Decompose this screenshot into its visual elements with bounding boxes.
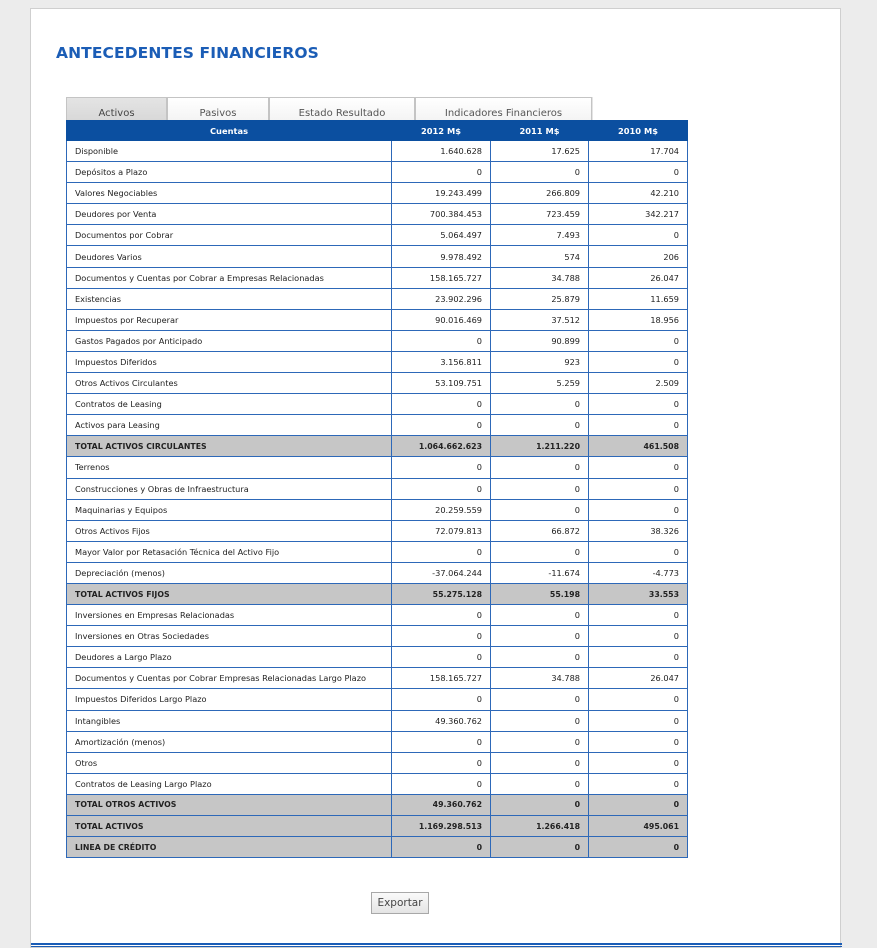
- table-row: [67, 225, 688, 246]
- value-2010-cell: 38.326: [589, 520, 688, 541]
- table-row: [67, 710, 688, 731]
- table-row: [67, 141, 688, 162]
- value-2010-cell: 0: [589, 394, 688, 415]
- value-2010-cell: 0: [589, 162, 688, 183]
- table-row: [67, 246, 688, 267]
- value-2011-cell: 25.879: [491, 288, 589, 309]
- value-2011-cell: 266.809: [491, 183, 589, 204]
- value-2012-cell: 158.165.727: [392, 267, 491, 288]
- table-row: [67, 689, 688, 710]
- row-label-cell: Existencias: [67, 288, 392, 309]
- row-label-cell: Valores Negociables: [67, 183, 392, 204]
- value-2010-cell: 0: [589, 351, 688, 372]
- table-total-row: [67, 436, 688, 457]
- table-total-row: [67, 583, 688, 604]
- value-2010-cell: 17.704: [589, 141, 688, 162]
- row-label-cell: Gastos Pagados por Anticipado: [67, 330, 392, 351]
- value-2011-cell: 0: [491, 794, 589, 815]
- table-row: [67, 373, 688, 394]
- page-title: ANTECEDENTES FINANCIEROS: [56, 44, 319, 62]
- row-label-cell: Otros: [67, 752, 392, 773]
- value-2012-cell: 55.275.128: [392, 583, 491, 604]
- row-label-cell: Otros Activos Circulantes: [67, 373, 392, 394]
- row-label-cell: Deudores Varios: [67, 246, 392, 267]
- row-label-cell: Documentos por Cobrar: [67, 225, 392, 246]
- value-2010-cell: 0: [589, 731, 688, 752]
- value-2011-cell: 34.788: [491, 267, 589, 288]
- value-2011-cell: 723.459: [491, 204, 589, 225]
- table-row: [67, 731, 688, 752]
- value-2012-cell: 0: [392, 541, 491, 562]
- row-label-cell: Contratos de Leasing Largo Plazo: [67, 773, 392, 794]
- value-2010-cell: 0: [589, 647, 688, 668]
- table-row: [67, 752, 688, 773]
- value-2010-cell: 0: [589, 225, 688, 246]
- tab-activos[interactable]: Activos: [66, 97, 167, 128]
- value-2011-cell: 0: [491, 626, 589, 647]
- value-2012-cell: 0: [392, 647, 491, 668]
- value-2012-cell: 23.902.296: [392, 288, 491, 309]
- value-2010-cell: 495.061: [589, 816, 688, 837]
- value-2012-cell: 0: [392, 330, 491, 351]
- table-row: [67, 478, 688, 499]
- value-2012-cell: 1.169.298.513: [392, 816, 491, 837]
- value-2010-cell: 18.956: [589, 309, 688, 330]
- row-label-cell: Inversiones en Empresas Relacionadas: [67, 605, 392, 626]
- value-2012-cell: 158.165.727: [392, 668, 491, 689]
- value-2010-cell: 0: [589, 605, 688, 626]
- table-row: [67, 204, 688, 225]
- table-header-row: [67, 121, 688, 141]
- value-2011-cell: 574: [491, 246, 589, 267]
- value-2012-cell: 0: [392, 626, 491, 647]
- value-2010-cell: 0: [589, 626, 688, 647]
- row-label-cell: Documentos y Cuentas por Cobrar a Empresas Relacionadas: [67, 267, 392, 288]
- value-2011-cell: 0: [491, 478, 589, 499]
- table-total-row: [67, 794, 688, 815]
- value-2010-cell: 0: [589, 752, 688, 773]
- value-2011-cell: 66.872: [491, 520, 589, 541]
- value-2011-cell: 0: [491, 415, 589, 436]
- value-2010-cell: 461.508: [589, 436, 688, 457]
- value-2010-cell: 33.553: [589, 583, 688, 604]
- table-row: [67, 541, 688, 562]
- row-label-cell: Depreciación (menos): [67, 562, 392, 583]
- value-2012-cell: 700.384.453: [392, 204, 491, 225]
- table-row: [67, 605, 688, 626]
- value-2012-cell: 5.064.497: [392, 225, 491, 246]
- value-2010-cell: 26.047: [589, 267, 688, 288]
- value-2011-cell: 0: [491, 773, 589, 794]
- value-2012-cell: 19.243.499: [392, 183, 491, 204]
- value-2011-cell: 1.266.418: [491, 816, 589, 837]
- row-label-cell: Impuestos Diferidos Largo Plazo: [67, 689, 392, 710]
- value-2010-cell: 0: [589, 499, 688, 520]
- value-2012-cell: 9.978.492: [392, 246, 491, 267]
- row-label-cell: Mayor Valor por Retasación Técnica del Activo Fijo: [67, 541, 392, 562]
- content-panel: [30, 8, 841, 948]
- value-2011-cell: 0: [491, 499, 589, 520]
- value-2012-cell: 72.079.813: [392, 520, 491, 541]
- row-label-cell: Depósitos a Plazo: [67, 162, 392, 183]
- table-row: [67, 309, 688, 330]
- value-2010-cell: 0: [589, 330, 688, 351]
- value-2012-cell: 90.016.469: [392, 309, 491, 330]
- table-row: [67, 267, 688, 288]
- row-label-cell: Documentos y Cuentas por Cobrar Empresas Relacionadas Largo Plazo: [67, 668, 392, 689]
- table-total-row: [67, 816, 688, 837]
- value-2011-cell: 0: [491, 837, 589, 858]
- export-button[interactable]: Exportar: [371, 892, 429, 914]
- value-2010-cell: 0: [589, 541, 688, 562]
- value-2011-cell: 0: [491, 541, 589, 562]
- value-2012-cell: 3.156.811: [392, 351, 491, 372]
- row-label-cell: Deudores a Largo Plazo: [67, 647, 392, 668]
- table-row: [67, 457, 688, 478]
- value-2010-cell: 206: [589, 246, 688, 267]
- row-label-cell: Impuestos por Recuperar: [67, 309, 392, 330]
- value-2012-cell: 0: [392, 731, 491, 752]
- row-label-cell: Inversiones en Otras Sociedades: [67, 626, 392, 647]
- value-2012-cell: 0: [392, 415, 491, 436]
- table-row: [67, 162, 688, 183]
- value-2012-cell: 49.360.762: [392, 710, 491, 731]
- value-2011-cell: 7.493: [491, 225, 589, 246]
- header-cuentas: Cuentas: [67, 121, 392, 141]
- row-label-cell: Disponible: [67, 141, 392, 162]
- row-label-cell: Maquinarias y Equipos: [67, 499, 392, 520]
- value-2011-cell: 1.211.220: [491, 436, 589, 457]
- value-2011-cell: 923: [491, 351, 589, 372]
- row-label-cell: Intangibles: [67, 710, 392, 731]
- row-label-cell: TOTAL OTROS ACTIVOS: [67, 794, 392, 815]
- value-2010-cell: 0: [589, 415, 688, 436]
- value-2011-cell: 0: [491, 752, 589, 773]
- row-label-cell: TOTAL ACTIVOS FIJOS: [67, 583, 392, 604]
- row-label-cell: Impuestos Diferidos: [67, 351, 392, 372]
- value-2010-cell: 0: [589, 773, 688, 794]
- table-row: [67, 351, 688, 372]
- table-row: [67, 668, 688, 689]
- table-row: [67, 394, 688, 415]
- row-label-cell: Construcciones y Obras de Infraestructura: [67, 478, 392, 499]
- header-2012: 2012 M$: [392, 121, 491, 141]
- value-2010-cell: 42.210: [589, 183, 688, 204]
- value-2012-cell: 0: [392, 478, 491, 499]
- value-2012-cell: 0: [392, 752, 491, 773]
- row-label-cell: TOTAL ACTIVOS CIRCULANTES: [67, 436, 392, 457]
- table-row: [67, 183, 688, 204]
- row-label-cell: Otros Activos Fijos: [67, 520, 392, 541]
- value-2010-cell: -4.773: [589, 562, 688, 583]
- value-2011-cell: 0: [491, 710, 589, 731]
- table-row: [67, 562, 688, 583]
- value-2012-cell: 0: [392, 689, 491, 710]
- value-2010-cell: 0: [589, 837, 688, 858]
- row-label-cell: LINEA DE CRÉDITO: [67, 837, 392, 858]
- table-row: [67, 288, 688, 309]
- value-2012-cell: 0: [392, 837, 491, 858]
- value-2012-cell: 1.640.628: [392, 141, 491, 162]
- value-2011-cell: 5.259: [491, 373, 589, 394]
- row-label-cell: Activos para Leasing: [67, 415, 392, 436]
- value-2012-cell: 0: [392, 162, 491, 183]
- value-2011-cell: 0: [491, 605, 589, 626]
- value-2012-cell: 0: [392, 605, 491, 626]
- value-2010-cell: 0: [589, 794, 688, 815]
- row-label-cell: Terrenos: [67, 457, 392, 478]
- value-2010-cell: 0: [589, 478, 688, 499]
- value-2011-cell: 0: [491, 731, 589, 752]
- value-2011-cell: 90.899: [491, 330, 589, 351]
- value-2012-cell: 49.360.762: [392, 794, 491, 815]
- value-2012-cell: 20.259.559: [392, 499, 491, 520]
- value-2012-cell: 1.064.662.623: [392, 436, 491, 457]
- table-row: [67, 520, 688, 541]
- value-2011-cell: 17.625: [491, 141, 589, 162]
- value-2011-cell: 55.198: [491, 583, 589, 604]
- value-2010-cell: 342.217: [589, 204, 688, 225]
- value-2012-cell: 53.109.751: [392, 373, 491, 394]
- financial-table: [66, 120, 688, 858]
- value-2010-cell: 11.659: [589, 288, 688, 309]
- table-container: [66, 120, 688, 858]
- footer-divider: [31, 943, 842, 947]
- value-2011-cell: -11.674: [491, 562, 589, 583]
- value-2012-cell: 0: [392, 773, 491, 794]
- table-row: [67, 415, 688, 436]
- table-body: [67, 141, 688, 858]
- tab-pasivos[interactable]: Pasivos: [167, 97, 269, 128]
- tab-estado-resultado[interactable]: Estado Resultado: [269, 97, 415, 128]
- value-2010-cell: 0: [589, 689, 688, 710]
- header-2010: 2010 M$: [589, 121, 688, 141]
- value-2011-cell: 0: [491, 457, 589, 478]
- header-2011: 2011 M$: [491, 121, 589, 141]
- value-2011-cell: 37.512: [491, 309, 589, 330]
- value-2012-cell: 0: [392, 457, 491, 478]
- tab-indicadores-financieros[interactable]: Indicadores Financieros: [415, 97, 592, 128]
- table-total-row: [67, 837, 688, 858]
- row-label-cell: Contratos de Leasing: [67, 394, 392, 415]
- row-label-cell: Amortización (menos): [67, 731, 392, 752]
- table-row: [67, 626, 688, 647]
- value-2012-cell: -37.064.244: [392, 562, 491, 583]
- table-row: [67, 330, 688, 351]
- table-row: [67, 647, 688, 668]
- value-2011-cell: 0: [491, 394, 589, 415]
- row-label-cell: Deudores por Venta: [67, 204, 392, 225]
- value-2011-cell: 0: [491, 647, 589, 668]
- table-row: [67, 499, 688, 520]
- value-2011-cell: 0: [491, 162, 589, 183]
- value-2010-cell: 2.509: [589, 373, 688, 394]
- value-2012-cell: 0: [392, 394, 491, 415]
- value-2010-cell: 0: [589, 457, 688, 478]
- value-2011-cell: 34.788: [491, 668, 589, 689]
- value-2011-cell: 0: [491, 689, 589, 710]
- value-2010-cell: 0: [589, 710, 688, 731]
- row-label-cell: TOTAL ACTIVOS: [67, 816, 392, 837]
- value-2010-cell: 26.047: [589, 668, 688, 689]
- table-row: [67, 773, 688, 794]
